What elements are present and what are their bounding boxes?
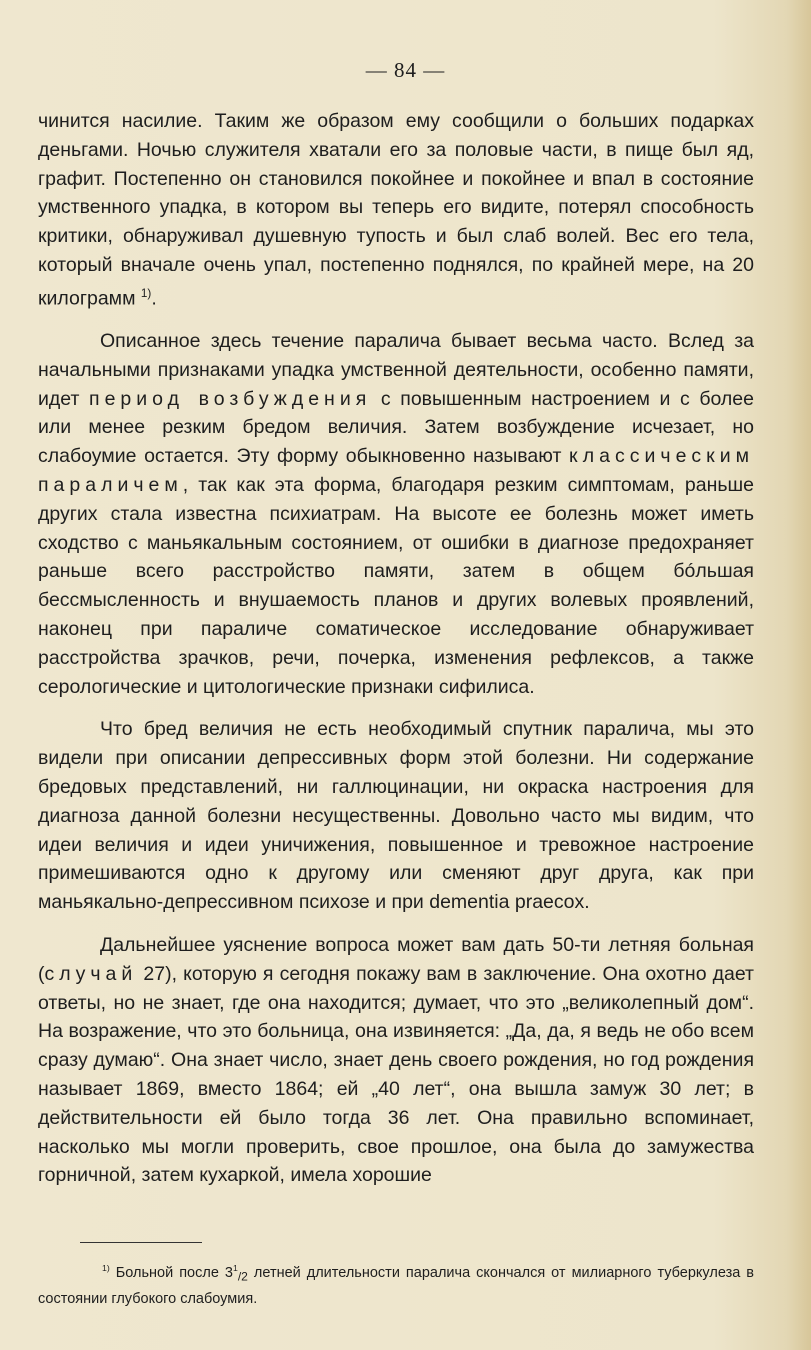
emphasis-period: период возбуждения [89, 387, 372, 410]
footnote-marker: 1) [102, 1263, 110, 1273]
page-number: — 84 — [365, 58, 446, 82]
main-text [38, 107, 754, 1204]
paragraph-4-end: 27), которую я сегодня покажу вам в заключение. Она охотно дает ответы, но не знает, где она находится; думает, что это „великолепный дом“. На возражение, что это больница, она извиняется: „Да, да, я ведь не обо всем сразу думаю“. Она знает число, знает день своего рождения, но год рождения называет 1869, вместо 1864; ей „40 лет“, она вышла замуж 30 лет; в действительности ей было тогда 36 лет. Она правильно вспоминает, насколько мы могли проверить, свое прошлое, она была до замужества горничной, затем кухаркой, имела хорошие [38, 962, 754, 1187]
paragraph-4 [38, 931, 754, 1190]
paragraph-1 [38, 107, 754, 313]
footnote-reference: 1) [140, 286, 152, 300]
footnote-text-a: Больной после 3 [115, 1264, 233, 1281]
paragraph-2-start: Описанное здесь течение паралича бывает весьма часто. Вслед за начальными признаками упадка умственной деятельности, особенно памяти, идет [38, 330, 754, 410]
footnote [38, 1257, 754, 1310]
footnote-text-b: летней длительности паралича скончался от милиарного туберкулеза в состоянии глубокого слабоумия. [38, 1264, 754, 1307]
paragraph-3 [38, 715, 754, 917]
paragraph-1-text: чинится насилие. Таким же образом ему сообщили о больших подарках деньгами. Ночью служителя хватали его за половые части, в пище был яд, графит. Постепенно он становился покойнее и покойнее и впал в состояние умственного упадка, в котором вы теперь его видите, потерял способность критики, обнаруживал душевную тупость и был слаб волей. Вес его тела, который вначале очень упал, постепенно поднялся, по крайней мере, на 20 килограмм [38, 110, 754, 310]
footnote-divider [80, 1242, 202, 1243]
emphasis-case: случай [44, 962, 138, 985]
footnote-frac-sub: /2 [237, 1269, 248, 1284]
paragraph-4-start: Дальнейшее уяснение вопроса может вам дать 50-ти летняя больная ( [38, 934, 754, 985]
emphasis-classic-paralysis: классическим параличем [38, 445, 754, 497]
paragraph-3-text: Что бред величия не есть необходимый спутник паралича, мы это видели при описании депрессивных форм этой болезни. Ни содержание бредовых представлений, ни галлюцинации, ни окраска настроения для диагноза данной болезни несущественны. Довольно часто мы видим, что идеи величия и идеи уничижения, повышенное и тревожное настроение примешиваются одно к другому или сменяют друг друга, как при маньякально-депрессивном психозе и при dementia praecox. [38, 718, 754, 914]
footnote-frac-sup: 1 [232, 1263, 238, 1273]
paragraph-2 [38, 327, 754, 701]
paragraph-1-end: . [151, 287, 157, 310]
paragraph-2-end: , так как эта форма, благодаря резким симптомам, раньше других стала известна психиатрам. На высоте ее болезнь может иметь сходство с маньякальным состоянием, от ошибки в диагнозе предохраняет раньше всего расстройство памяти, затем в общем бóльшая бессмысленность и внушаемость планов и других волевых проявлений, наконец при параличе соматическое исследование обнаруживает расстройства зрачков, речи, почерка, изменения рефлексов, а также серологические и цитологические признаки сифилиса. [38, 474, 754, 698]
paragraph-2-middle: с повышенным настроением и с более или менее резким бредом величия. Затем возбуждение исчезает, но слабоумие остается. Эту форму обыкновенно называют [38, 387, 754, 468]
